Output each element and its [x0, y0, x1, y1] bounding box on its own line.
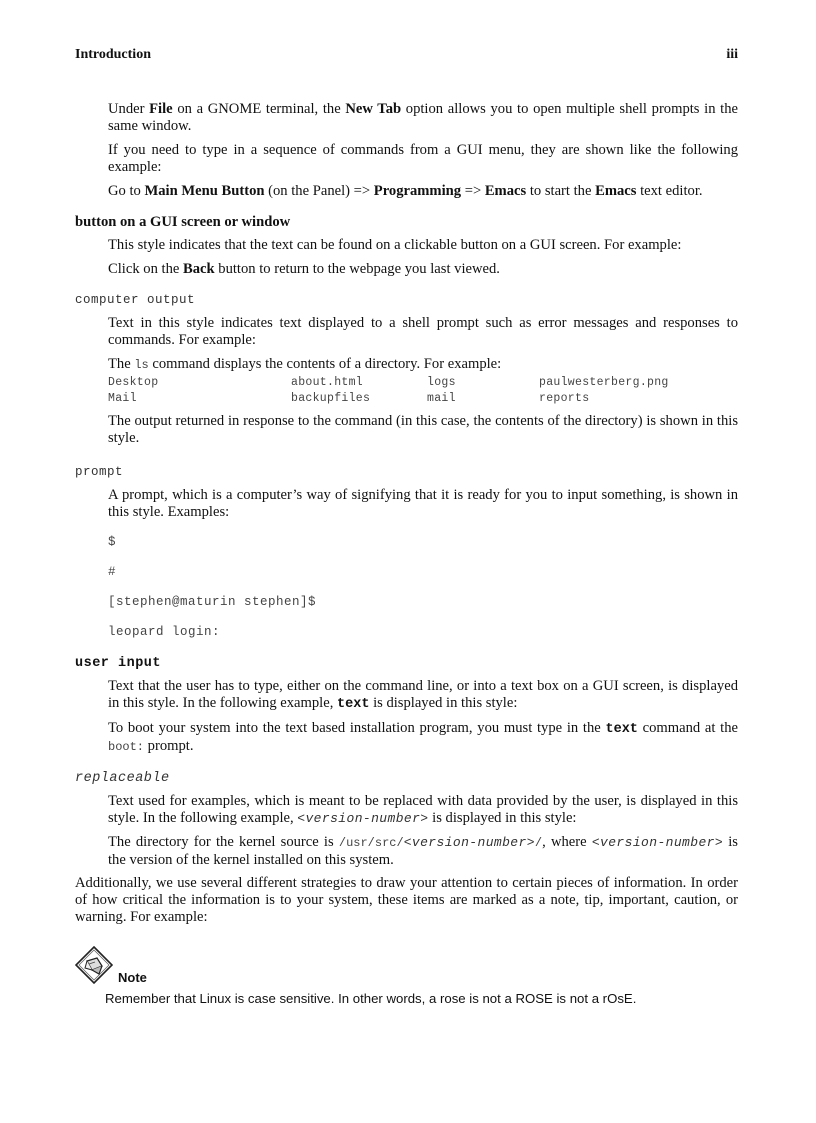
emacs-example-paragraph: Go to Main Menu Button (on the Panel) => Programming => Emacs to start the Emacs text editor. [108, 183, 703, 199]
term-replaceable: replaceable [75, 771, 170, 786]
term-prompt: prompt [75, 465, 124, 479]
gui-menu-paragraph: If you need to type in a sequence of commands from a GUI menu, they are shown like the following example: [108, 142, 738, 175]
prompt-example-user: [stephen@maturin stephen]$ [108, 595, 317, 609]
term-computer-output: computer output [75, 293, 196, 307]
computer-output-description: Text in this style indicates text displayed to a shell prompt such as error messages and responses to commands. For example: [108, 315, 738, 348]
user-input-example: To boot your system into the text based installation program, you must type in the text command at the boot: prompt. [108, 720, 738, 754]
directory-listing [108, 375, 669, 407]
note-icon [75, 946, 113, 984]
button-gui-description: This style indicates that the text can be found on a clickable button on a GUI screen. For example: [108, 237, 682, 253]
term-button-gui: button on a GUI screen or window [75, 214, 291, 230]
listing-row [108, 375, 669, 391]
prompt-example-dollar: $ [108, 535, 117, 549]
user-input-description: Text that the user has to type, either on the command line, or into a text box on a GUI screen, is displayed in this style. In the following example, text is displayed in this style: [108, 678, 738, 712]
listing-cell: about.html [291, 376, 364, 389]
ls-example-paragraph: The ls command displays the contents of a directory. For example: [108, 356, 502, 372]
note-text: Remember that Linux is case sensitive. In other words, a rose is not a ROSE is not a rOsE. [105, 991, 637, 1006]
listing-cell: logs [427, 376, 456, 389]
listing-cell: paulwesterberg.png [539, 376, 669, 389]
page-number: iii [726, 47, 738, 62]
replaceable-description: Text used for examples, which is meant to be replaced with data provided by the user, is displayed in this style. In the following example, <version-number> is displayed in this style: [108, 793, 738, 826]
prompt-description: A prompt, which is a computer’s way of signifying that it is ready for you to input something, is shown in this style. Examples: [108, 487, 738, 520]
main-content [75, 101, 738, 926]
listing-cell: Desktop [108, 376, 159, 389]
running-header-title: Introduction [75, 47, 151, 62]
listing-row [108, 391, 669, 407]
admonitions-intro: Additionally, we use several different strategies to draw your attention to certain pieces of information. In order of how critical the information is to your system, these items are marked as a note, tip, important, caution, or warning. For example: [75, 875, 738, 925]
button-gui-example: Click on the Back button to return to the webpage you last viewed. [108, 261, 500, 277]
replaceable-example: The directory for the kernel source is /usr/src/<version-number>/, where <version-number> is the version of the kernel installed on this system. [108, 834, 738, 868]
listing-cell: reports [539, 392, 590, 405]
listing-cell: backupfiles [291, 392, 371, 405]
listing-cell: Mail [108, 392, 137, 405]
gnome-new-tab-paragraph: Under File on a GNOME terminal, the New Tab option allows you to open multiple shell prompts in the same window. [108, 101, 738, 134]
prompt-example-hash: # [108, 565, 117, 579]
listing-cell: mail [427, 392, 456, 405]
output-explanation: The output returned in response to the command (in this case, the contents of the directory) is shown in this style. [108, 413, 738, 446]
term-user-input: user input [75, 656, 162, 671]
note-title: Note [118, 970, 147, 985]
prompt-example-login: leopard login: [108, 625, 221, 639]
